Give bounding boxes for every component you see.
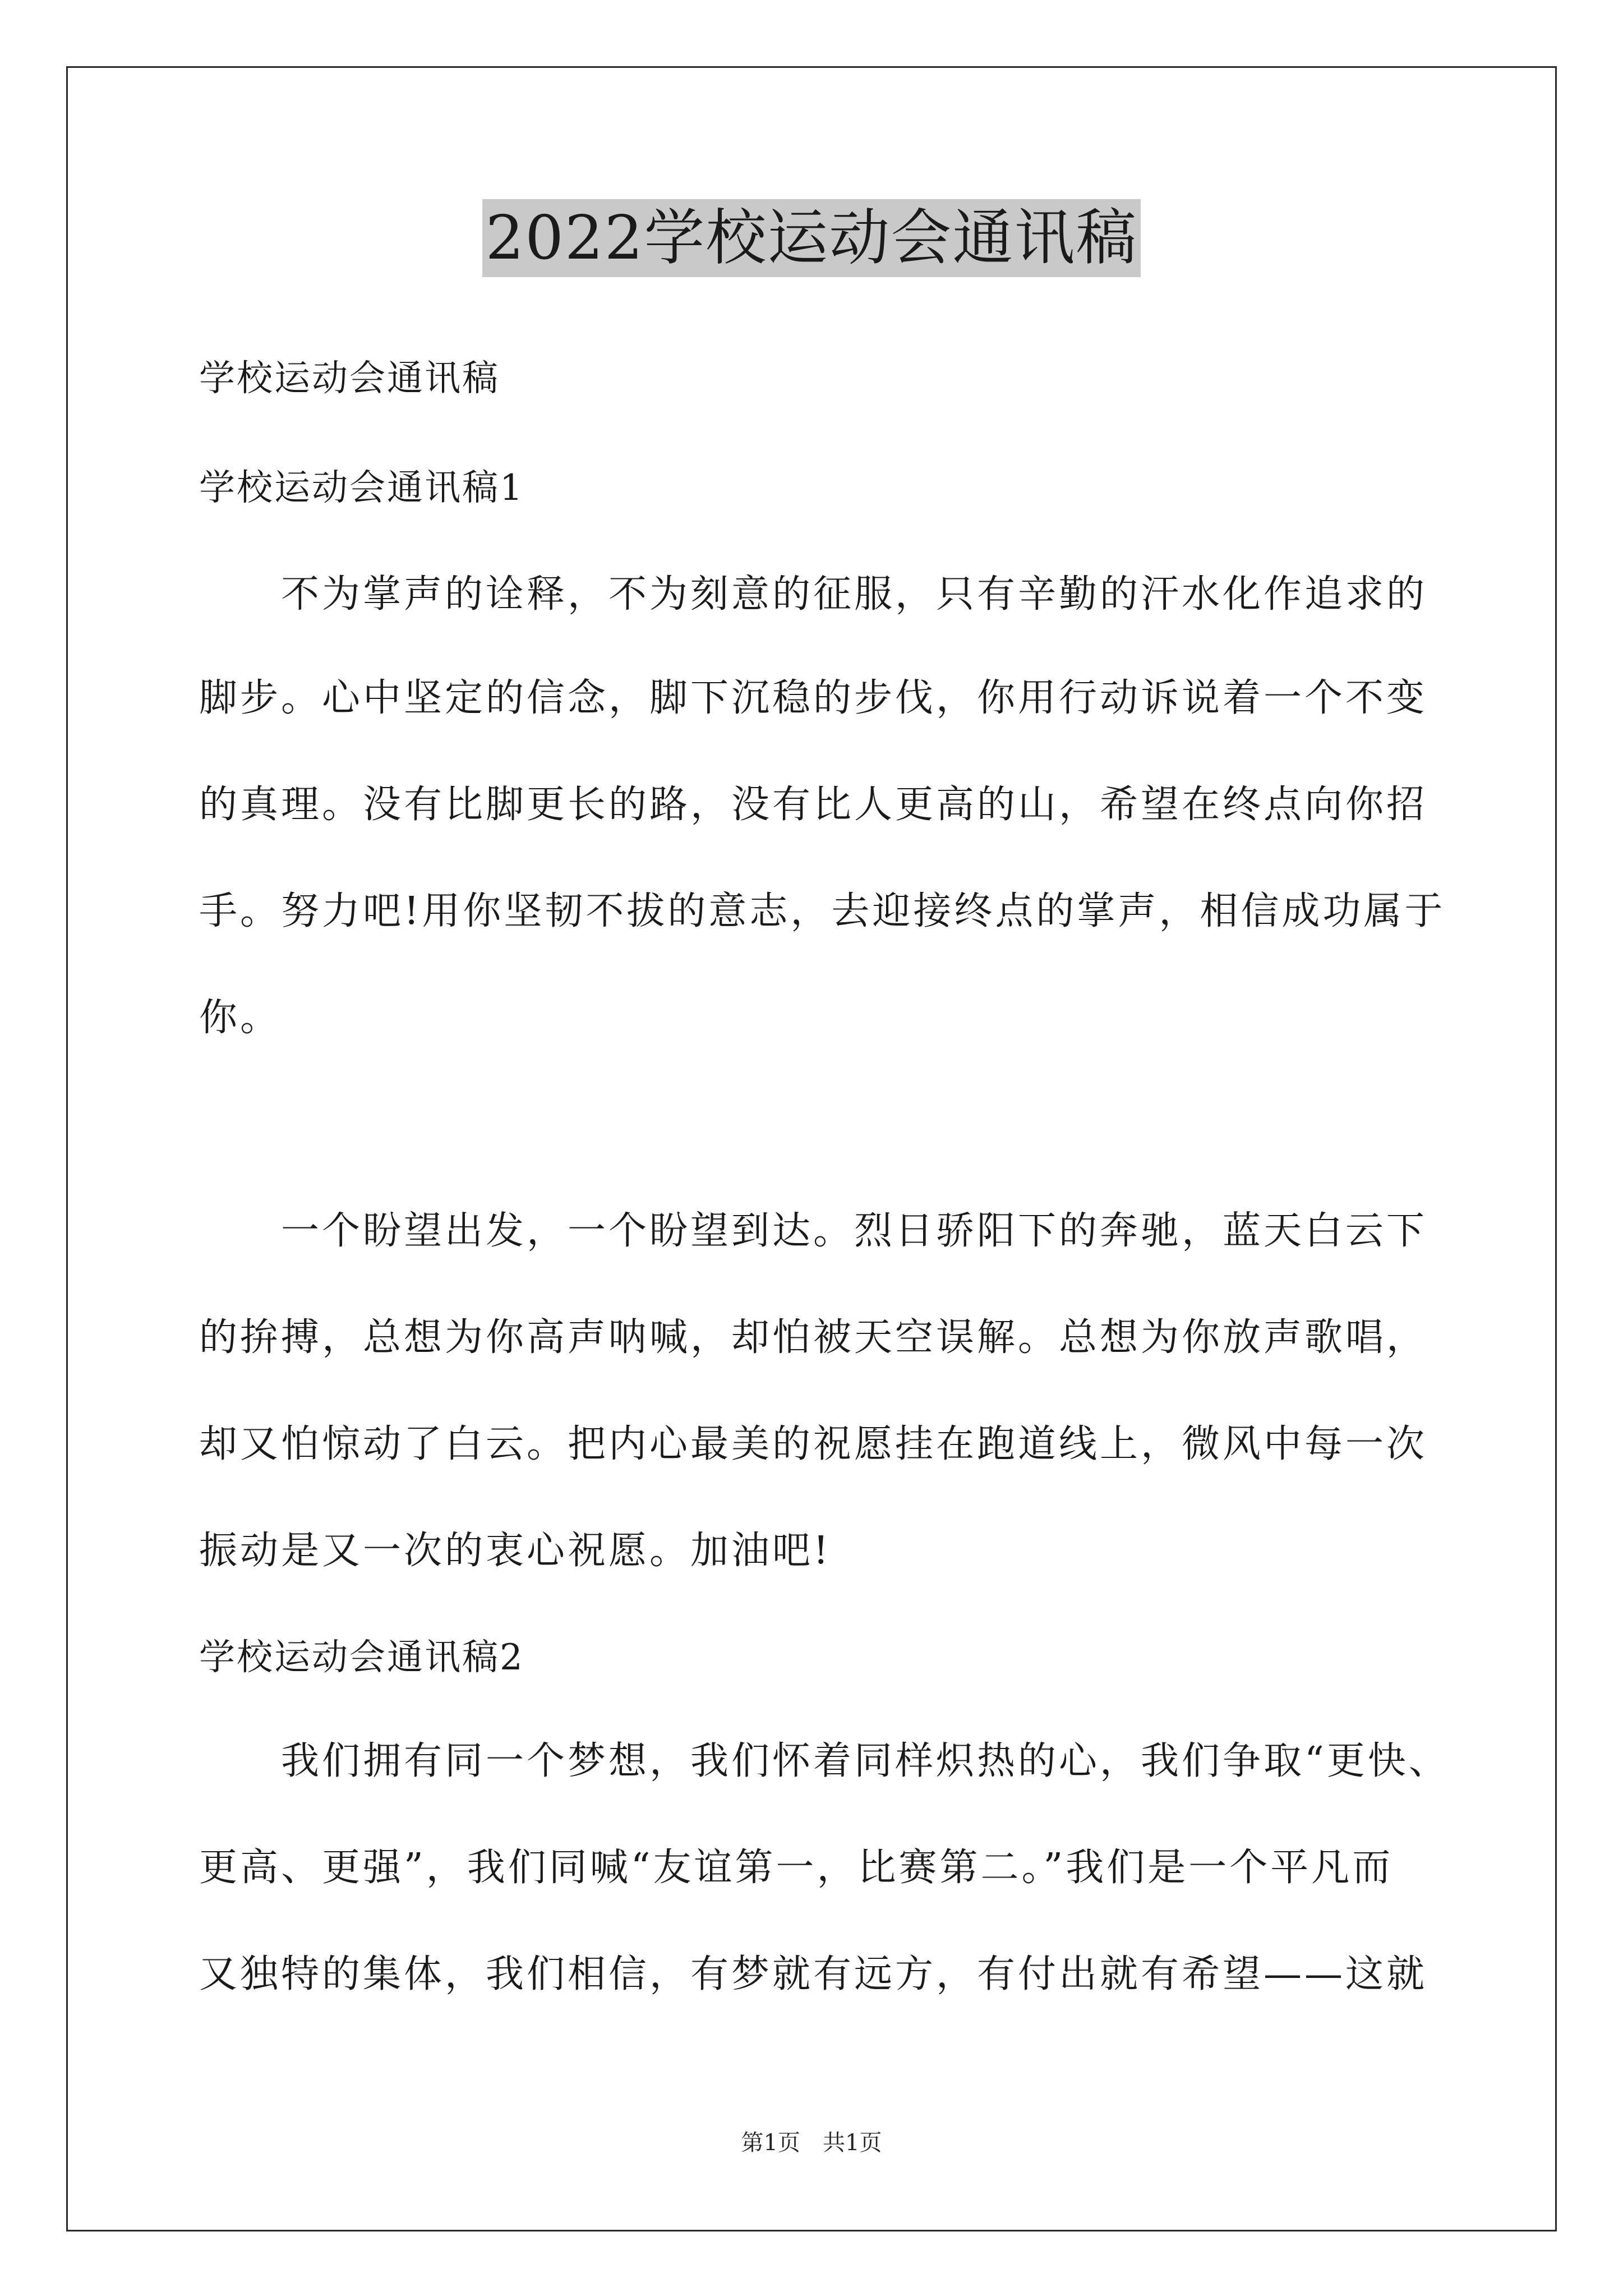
paragraph-line: 的真理。没有比脚更长的路，没有比人更高的山，希望在终点向你招 bbox=[199, 783, 1428, 827]
paragraph-line: 手。努力吧!用你坚韧不拔的意志，去迎接终点的掌声，相信成功属于 bbox=[199, 889, 1446, 933]
section-heading-2: 学校运动会通讯稿2 bbox=[199, 1637, 524, 1678]
paragraph-line: 却又怕惊动了白云。把内心最美的祝愿挂在跑道线上，微风中每一次 bbox=[199, 1422, 1428, 1466]
paragraph-line: 更高、更强”，我们同喊“友谊第一，比赛第二。”我们是一个平凡而 bbox=[199, 1846, 1394, 1890]
document-title: 2022学校运动会通讯稿 bbox=[482, 199, 1141, 277]
document-subtitle: 学校运动会通讯稿 bbox=[199, 358, 500, 399]
paragraph-line: 不为掌声的诠释，不为刻意的征服，只有辛勤的汗水化作追求的 bbox=[199, 572, 1428, 616]
paragraph-line: 我们拥有同一个梦想，我们怀着同样炽热的心，我们争取“更快、 bbox=[199, 1739, 1450, 1783]
paragraph-line: 振动是又一次的衷心祝愿。加油吧! bbox=[199, 1529, 832, 1573]
page-footer: 第1页 共1页 bbox=[741, 2130, 882, 2156]
paragraph-line: 你。 bbox=[199, 996, 282, 1040]
paragraph-line: 又独特的集体，我们相信，有梦就有远方，有付出就有希望——这就 bbox=[199, 1952, 1428, 1996]
paragraph-line: 脚步。心中坚定的信念，脚下沉稳的步伐，你用行动诉说着一个不变 bbox=[199, 676, 1428, 720]
paragraph-line: 一个盼望出发，一个盼望到达。烈日骄阳下的奔驰，蓝天白云下 bbox=[199, 1209, 1428, 1253]
section-heading-1: 学校运动会通讯稿1 bbox=[199, 467, 524, 509]
paragraph-line: 的拚搏，总想为你高声呐喊，却怕被天空误解。总想为你放声歌唱， bbox=[199, 1315, 1428, 1360]
title-container bbox=[0, 199, 1623, 277]
